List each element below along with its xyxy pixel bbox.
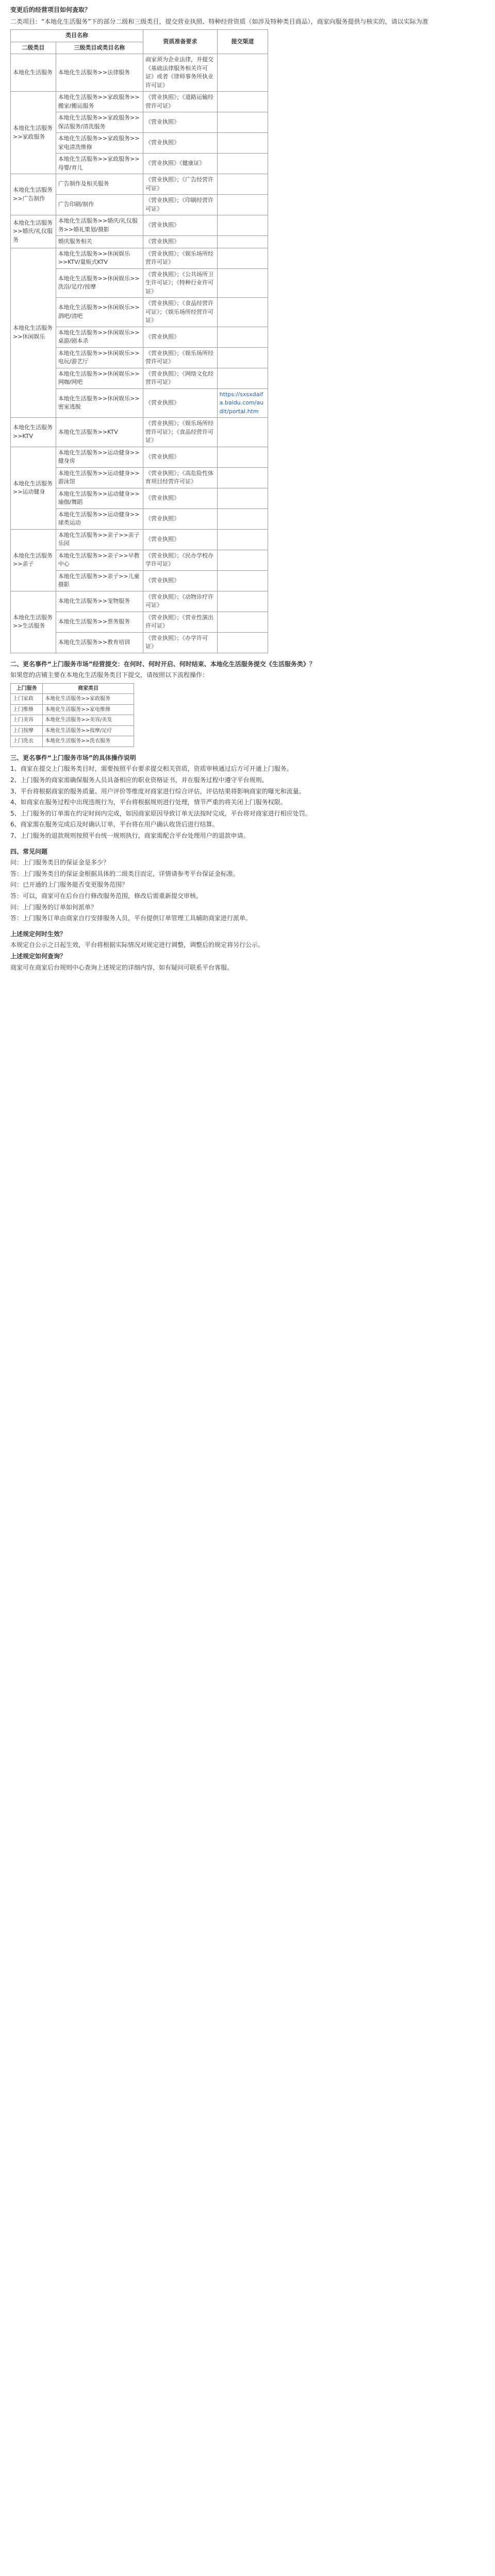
category-level3-cell: 本地化生活服务>>家政服务>>搬家/搬运服务 [56,92,143,112]
section-four-item: 答：上门服务类目的保证金根据具体的二级类目而定，详情请参考平台保证金标准。 [10,870,240,877]
channel-cell [217,112,268,133]
category-level2-cell: 本地化生活服务>>婚庆/礼仪服务 [11,215,56,248]
section-four-item: 答：可以，商家可在后台自行修改服务范围，修改后需重新提交审核。 [10,892,203,900]
section-three-item: 2、上门服务的商家需确保服务人员具备相应的职业资格证书，并在服务过程中遵守平台规则。 [10,776,268,784]
service-table-cell: 上门家政 [11,694,43,705]
service-table-cell: 本地化生活服务>>美容/美发 [43,715,134,726]
category-level3-cell: 本地化生活服务>>休闲娱乐>>电玩/游艺厅 [56,347,143,368]
requirement-cell: 《营业执照》 [143,488,218,509]
table-row [11,725,134,736]
requirement-cell: 《营业执照》 [143,447,218,467]
table-row [11,418,268,447]
category-level3-cell: 本地化生活服务>>休闲娱乐>>桌游/剧本杀 [56,327,143,347]
channel-cell [217,612,268,632]
category-level3-cell: 本地化生活服务>>运动健身>>瑜伽/舞蹈 [56,488,143,509]
requirement-cell: 《营业执照》 [143,133,218,154]
section-three-item: 6、商家需在服务完成后及时确认订单，平台将在用户确认收货后进行结算。 [10,821,219,828]
channel-cell [217,488,268,509]
table-row [11,92,268,112]
category-level2-cell: 本地化生活服务>>休闲娱乐 [11,248,56,418]
channel-cell [217,215,268,236]
category-table [10,29,268,653]
channel-cell [217,327,268,347]
footer-answer: 商家可在商家后台规则中心查询上述规定的详细内容，如有疑问可联系平台客服。 [10,963,234,971]
table-row [11,694,134,705]
requirement-cell: 《营业执照》；《广告经营许可证》 [143,174,218,195]
requirement-cell: 《营业执照》 [143,570,218,591]
section-three [10,753,485,841]
requirement-cell: 《营业执照》；《网络文化经营许可证》 [143,368,218,388]
service-table-cell: 本地化生活服务>>洗衣服务 [43,736,134,747]
category-level3-cell: 本地化生活服务>>亲子>>亲子乐园 [56,529,143,550]
service-table-header: 上门服务 [11,683,43,694]
section-two [10,659,485,747]
table-row [11,715,134,726]
table-header-level3: 三级类目或类目名称 [56,42,143,54]
service-table [10,683,134,747]
service-table-cell: 上门按摩 [11,725,43,736]
category-level3-cell: 广告制作及相关服务 [56,174,143,195]
requirement-cell: 《营业执照》 [143,529,218,550]
table-row [11,215,268,236]
section-three-item: 5、上门服务的订单需在约定时间内完成，如因商家原因导致订单无法按时完成，平台将对商家进行相应处罚。 [10,809,311,817]
section-two-para: 如果您的店铺主要在本地化生活服务类目下提交，请按照以下流程操作： [10,671,209,679]
channel-cell [217,529,268,550]
channel-cell [217,550,268,570]
category-level2-cell: 本地化生活服务>>生活服务 [11,591,56,653]
category-level3-cell: 本地化生活服务>>休闲娱乐>>密室逃脱 [56,388,143,418]
channel-cell [217,467,268,488]
table-row [11,529,268,550]
table-row [11,704,134,715]
channel-cell [217,509,268,529]
requirement-cell: 《营业执照》 [143,388,218,418]
channel-cell [217,418,268,447]
channel-cell [217,54,268,92]
category-level3-cell: 本地化生活服务>>法律服务 [56,54,143,92]
requirement-cell: 《营业执照》；《营业性演出许可证》 [143,612,218,632]
requirement-cell: 《营业执照》；《道路运输经营许可证》 [143,92,218,112]
requirement-cell: 《营业执照》；《动物诊疗许可证》 [143,591,218,612]
table-header-requirement: 资质准备要求 [143,30,218,54]
requirement-cell: 《营业执照》；《娱乐场所经营许可证》 [143,248,218,268]
requirement-cell: 《营业执照》；《民办学校办学许可证》 [143,550,218,570]
category-level3-cell: 本地化生活服务>>KTV [56,418,143,447]
requirement-cell: 《营业执照》；《娱乐场所经营许可证》 [143,347,218,368]
service-table-cell: 上门维修 [11,704,43,715]
channel-cell [217,92,268,112]
table-row [11,591,268,612]
category-level3-cell: 本地化生活服务>>休闲娱乐>>洗浴/足疗/按摩 [56,268,143,298]
section-four-item: 问：上门服务类目的保证金是多少？ [10,859,110,867]
requirement-cell: 《营业执照》；《食品经营许可证》；《娱乐场所经营许可证》 [143,298,218,327]
section-two-heading: 二、更名事件“上门服务市场”经营提交：在何时、何时开启、何时结束、本地化生活服务提交《生活服务类》？ [10,660,316,668]
requirement-cell: 《营业执照》 [143,215,218,236]
intro-text: 二类项目：“本地化生活服务”下的部分二级和三级类目，提交营业执照、特种经营资质（如涉及特种类目商品），商家向服务提供与核实的，请以实际为准 [10,18,428,25]
channel-cell [217,347,268,368]
category-level3-cell: 本地化生活服务>>家政服务>>母婴/育儿 [56,154,143,174]
section-three-item: 7、上门服务的退款规则按照平台统一规则执行，商家需配合平台处理用户的退款申请。 [10,832,250,840]
service-table-cell: 本地化生活服务>>家电维修 [43,704,134,715]
category-level3-cell: 本地化生活服务>>休闲娱乐>>KTV/量贩式KTV [56,248,143,268]
channel-cell[interactable]: https://sxsxdaifa.baidu.com/audit/portal.htm [217,388,268,418]
category-level2-cell: 本地化生活服务>>广告制作 [11,174,56,215]
requirement-cell: 《营业执照》 [143,327,218,347]
channel-cell [217,133,268,154]
category-level3-cell: 本地化生活服务>>运动健身>>健身房 [56,447,143,467]
category-level3-cell: 本地化生活服务>>婚庆/礼仪服务>>婚礼策划/摄影 [56,215,143,236]
requirement-cell: 《营业执照》；《高危险性体育项目经营许可证》 [143,467,218,488]
channel-cell [217,591,268,612]
category-level3-cell: 本地化生活服务>>家政服务>>家电清洗维修 [56,133,143,154]
section-three-item: 1、商家在提交上门服务类目时，需要按照平台要求提交相关资质，资质审核通过后方可开通上门服务。 [10,765,293,773]
table-row [11,248,268,268]
table-row [11,447,268,467]
section-four-heading: 四、常见问题 [10,848,48,855]
footer-question: 上述规定如何查询？ [10,952,67,960]
document-page [0,0,495,989]
section-three-item: 4、如商家在服务过程中出现违规行为，平台将根据规则进行处理，情节严重的将关闭上门服务权限。 [10,799,287,806]
requirement-cell: 商家须为企业法律，并提交《基础法律服务相关许可证》或者《律师事务所执业许可证》 [143,54,218,92]
section-four-item: 问：已开通的上门服务能否变更服务范围？ [10,881,128,889]
requirement-cell: 《营业执照》；《办学许可证》 [143,632,218,653]
requirement-cell: 《营业执照》；《娱乐场所经营许可证》；《食品经营许可证》 [143,418,218,447]
category-level2-cell: 本地化生活服务>>亲子 [11,529,56,591]
section-four-item: 问：上门服务的订单如何派单？ [10,903,97,911]
requirement-cell: 《营业执照》 [143,509,218,529]
service-table-cell: 上门洗衣 [11,736,43,747]
footer-question: 上述规定何时生效？ [10,930,67,938]
category-level3-cell: 本地化生活服务>>亲子>>儿童摄影 [56,570,143,591]
channel-cell [217,368,268,388]
intro-title: 变更后的经营项目如何查取？ [10,6,91,13]
requirement-cell: 《营业执照》《健康证》 [143,154,218,174]
channel-cell [217,632,268,653]
category-level3-cell: 本地化生活服务>>运动健身>>球类运动 [56,509,143,529]
channel-cell [217,236,268,248]
requirement-cell: 《营业执照》；《印刷经营许可证》 [143,195,218,215]
channel-cell [217,248,268,268]
service-table-cell: 本地化生活服务>>家政服务 [43,694,134,705]
category-level2-cell: 本地化生活服务 [11,54,56,92]
category-level3-cell: 本地化生活服务>>教育培训 [56,632,143,653]
channel-cell [217,570,268,591]
section-four-item: 答：上门服务订单由商家自行安排服务人员，平台提供订单管理工具辅助商家进行派单。 [10,914,252,922]
category-level3-cell: 本地化生活服务>>亲子>>早教中心 [56,550,143,570]
table-row [11,174,268,195]
service-table-cell: 本地化生活服务>>按摩/足疗 [43,725,134,736]
channel-cell [217,298,268,327]
service-table-cell: 上门美容 [11,715,43,726]
requirement-cell: 《营业执照》 [143,236,218,248]
section-four [10,847,485,923]
category-level3-cell: 婚庆服务相关 [56,236,143,248]
table-header-category: 类目名称 [11,30,143,42]
channel-cell [217,154,268,174]
category-level2-cell: 本地化生活服务>>KTV [11,418,56,447]
category-level3-cell: 本地化生活服务>>休闲娱乐>>网咖/网吧 [56,368,143,388]
category-level3-cell: 本地化生活服务>>票务服务 [56,612,143,632]
table-row [11,54,268,92]
service-table-header: 商家类目 [43,683,134,694]
channel-cell [217,195,268,215]
category-level3-cell: 本地化生活服务>>家政服务>>保洁服务/清洗服务 [56,112,143,133]
footer-answer: 本规定自公示之日起生效，平台将根据实际情况对规定进行调整，调整后的规定将另行公示。 [10,941,265,949]
channel-cell [217,268,268,298]
category-level3-cell: 广告印刷/制作 [56,195,143,215]
table-header-level2: 二级类目 [11,42,56,54]
channel-cell [217,174,268,195]
requirement-cell: 《营业执照》；《公共场所卫生许可证》；《特种行业许可证》 [143,268,218,298]
requirement-cell: 《营业执照》 [143,112,218,133]
section-three-heading: 三、更名事件“上门服务市场”的具体操作说明 [10,754,136,761]
channel-cell [217,447,268,467]
table-row [11,736,134,747]
section-three-item: 3、平台将根据商家的服务质量、用户评价等维度对商家进行综合评估，评估结果将影响商家的曝光和流量。 [10,787,305,795]
footer-faq [10,929,485,972]
category-level3-cell: 本地化生活服务>>运动健身>>游泳馆 [56,467,143,488]
category-level2-cell: 本地化生活服务>>家政服务 [11,92,56,174]
category-level3-cell: 本地化生活服务>>宠物服务 [56,591,143,612]
category-level3-cell: 本地化生活服务>>休闲娱乐>>酒吧/清吧 [56,298,143,327]
category-level2-cell: 本地化生活服务>>运动健身 [11,447,56,529]
table-header-channel: 提交渠道 [217,30,268,54]
